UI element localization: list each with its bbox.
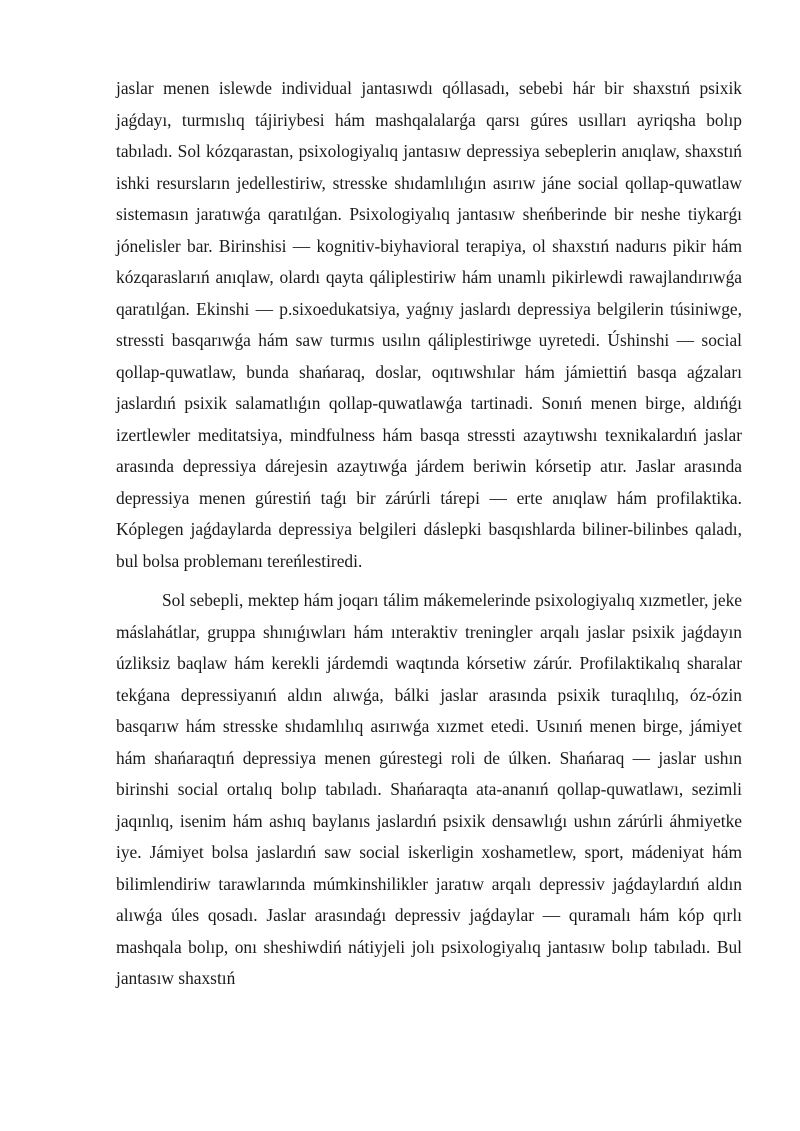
paragraph-2: Sol sebepli, mektep hám joqarı tálim mákemelerinde psixologiyalıq xızmetler, jeke máslahátlar, gruppa shınıǵıwları hám ınteraktiv treningler arqalı jaslar psixik jaǵdayın úzliksiz baqlaw hám kerekli járdemdi waqtında kórsetiw zárúr. Profilaktikalıq sharalar tekǵana depressiyanıń aldın alıwǵa, bálki jaslar arasında psixik turaqlılıq, óz-ózin basqarıw hám stresske shıdamlılıq asırıwǵa xızmet etedi. Usınıń menen birge, jámiyet hám shańaraqtıń depressiya menen gúrestegi roli de úlken. Shańaraq — jaslar ushın birinshi social ortalıq bolıp tabıladı. Shańaraqta ata-ananıń qollap-quwatlawı, sezimli jaqınlıq, isenim hám ashıq baylanıs jaslardıń psixik densawlıǵı ushın zárúrli áhmiyetke iye. Jámiyet bolsa jaslardıń saw social iskerligin xoshametlew, sport, mádeniyat hám bilimlendiriw tarawlarında múmkinshilikler jaratıw arqalı depressiv jaǵdaylardıń aldın alıwǵa úles qosadı. Jaslar arasındaǵı depressiv jaǵdaylar — quramalı hám kóp qırlı mashqala bolıp, onı sheshiwdiń nátiyjeli jolı psixologiyalıq jantasıw bolıp tabıladı. Bul jantasıw shaxstıń: [116, 590, 742, 988]
document-page: [116, 73, 742, 995]
paragraph-1: jaslar menen islewde individual jantasıwdı qóllasadı, sebebi hár bir shaxstıń psixik jaǵdayı, turmıslıq tájiriybesi hám mashqalalarǵa qarsı gúres usılları ayriqsha bolıp tabıladı. Sol kózqarastan, psixologiyalıq jantasıw depressiya sebeplerin anıqlaw, shaxstıń ishki resursların jedellestiriw, stresske shıdamlılıǵın asırıw jáne social qollap-quwatlaw sistemasın jaratıwǵa qaratılǵan. Psixologiyalıq jantasıw sheńberinde bir neshe tiykarǵı jónelisler bar. Birinshisi — kognitiv-biyhavioral terapiya, ol shaxstıń nadurıs pikir hám kózqaraslarıń anıqlaw, olardı qayta qáliplestiriw hám unamlı pikirlewdi rawajlandırıwǵa qaratılǵan. Ekinshi — p.sixoedukatsiya, yaǵnıy jaslardı depressiya belgilerin túsiniwge, stressti basqarıwǵa hám saw turmıs usılın qáliplestiriwge uyretedi. Úshinshi — social qollap-quwatlaw, bunda shańaraq, doslar, oqıtıwshılar hám jámiettiń basqa aǵzaları jaslardıń psixik salamatlıǵın qollap-quwatlawǵa tartinadi. Sonıń menen birge, aldıńǵı izertlewler meditatsiya, mindfulness hám basqa stressti azaytıwshı texnikalardıń jaslar arasında depressiya dárejesin azaytıwǵa járdem beriwin kórsetip atır. Jaslar arasında depressiya menen gúrestiń taǵı bir zárúrli tárepi — erte anıqlaw hám profilaktika. Kóplegen jaǵdaylarda depressiya belgileri dáslepki basqıshlarda biliner-bilinbes qaladı, bul bolsa problemanı tereńlestiredi.: [116, 78, 742, 571]
